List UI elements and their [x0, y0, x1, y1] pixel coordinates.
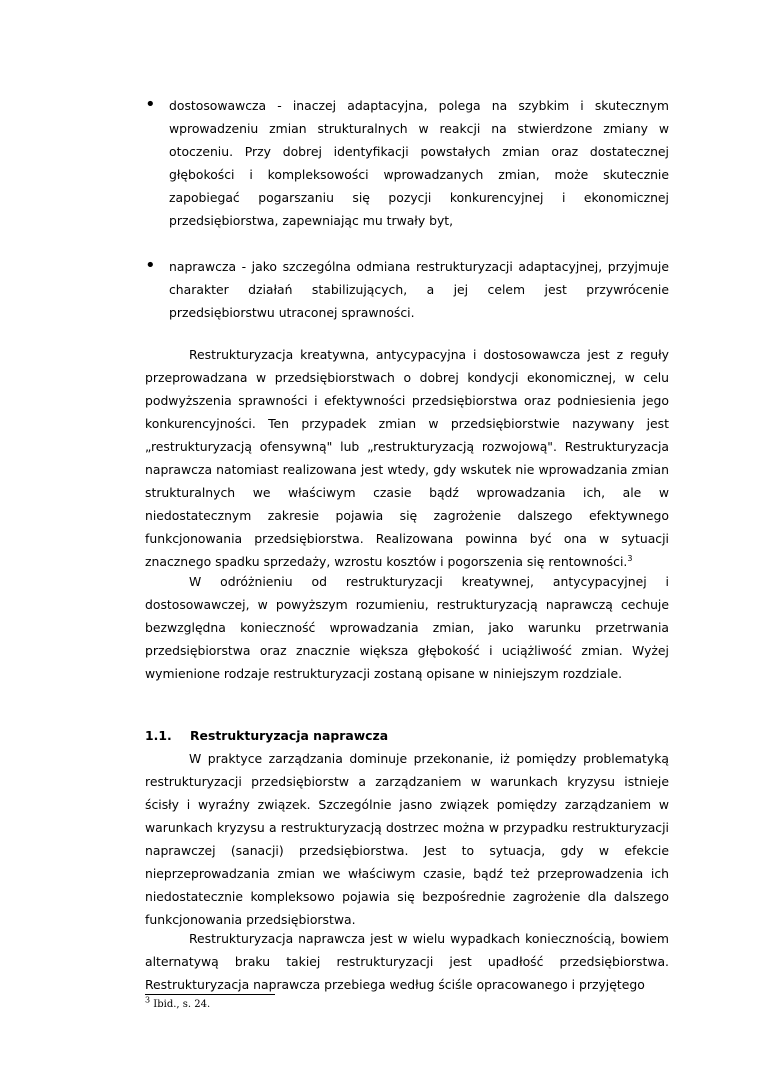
paragraph-w-praktyce: W praktyce zarządzania dominuje przekonanie, iż pomiędzy problematyką restrukturyzacji przedsiębiorstw a zarządzaniem w warunkach kryzysu istnieje ścisły i wyraźny związek. Szczególnie jasno związek pomiędzy zarządzaniem w warunkach kryzysu a restrukturyzacją dostrzec można w przypadku restrukturyzacji naprawczej (sanacji) przedsiębiorstwa. Jest to sytuacja, gdy w efekcie nieprzeprowadzania zmian we właściwym czasie, bądź też przeprowadzenia ich niedostatecznie kompleksowo pojawia się bezpośrednie zagrożenie dla dalszego funkcjonowania przedsiębiorstwa. [145, 751, 669, 927]
footnote-separator [145, 994, 275, 995]
paragraph-w-odroznieniu: W odróżnieniu od restrukturyzacji kreatywnej, antycypacyjnej i dostosowawczej, w powyższym rozumieniu, restrukturyzacją naprawczą cechuje bezwzględna konieczność wprowadzania zmian, jako warunku przetrwania przedsiębiorstwa oraz znacznie większa głębokość i uciążliwość zmian. Wyżej wymienione rodzaje restrukturyzacji zostaną opisane w niniejszym rozdziale. [145, 574, 669, 681]
footnote-number: 3 [145, 995, 151, 1005]
section-heading [145, 724, 388, 747]
footnote-ref: 3 [627, 553, 633, 563]
bullet-item-naprawcza [145, 255, 669, 324]
bullet-text: naprawcza - jako szczególna odmiana restrukturyzacji adaptacyjnej, przyjmuje charakter działań stabilizujących, a jej celem jest przywrócenie przedsiębiorstwu utraconej sprawności. [169, 259, 669, 320]
paragraph-text: Restrukturyzacja kreatywna, antycypacyjna i dostosowawcza jest z reguły przeprowadzana w przedsiębiorstwach o dobrej kondycji ekonomicznej, w celu podwyższenia sprawności i efektywności przedsiębiorstwa oraz podniesienia jego konkurencyjności. Ten przypadek zmian w przedsiębiorstwie nazywany jest „restrukturyzacją ofensywną" lub „restrukturyzacją rozwojową". Restrukturyzacja naprawcza natomiast realizowana jest wtedy, gdy wskutek nie wprowadzania zmian strukturalnych we właściwym czasie bądź wprowadzania ich, ale w niedostatecznym zakresie pojawia się zagrożenie dalszego efektywnego funkcjonowania przedsiębiorstwa. Realizowana powinna być ona w sytuacji znacznego spadku sprzedaży, wzrostu kosztów i pogorszenia się rentowności. [145, 347, 669, 569]
bullet-text: dostosowawcza - inaczej adaptacyjna, polega na szybkim i skutecznym wprowadzeniu zmian strukturalnych w reakcji na stwierdzone zmiany w otoczeniu. Przy dobrej identyfikacji powstałych zmian oraz dostatecznej głębokości i kompleksowości wprowadzanych zmian, może skutecznie zapobiegać pogarszaniu się pozycji konkurencyjnej i ekonomicznej przedsiębiorstwa, zapewniając mu trwały byt, [169, 98, 669, 228]
footnote [145, 995, 211, 1012]
paragraph-restrukturyzacja-kreatywna [145, 343, 669, 573]
section-number: 1.1. [145, 728, 172, 743]
bullet-icon: • [145, 94, 156, 115]
bullet-icon: • [145, 255, 156, 276]
bullet-item-dostosowawcza [145, 94, 669, 232]
section-title: Restrukturyzacja naprawcza [190, 728, 389, 743]
footnote-text: Ibid., s. 24. [153, 999, 211, 1010]
paragraph-restrukturyzacja-naprawcza: Restrukturyzacja naprawcza jest w wielu wypadkach koniecznością, bowiem alternatywą braku takiej restrukturyzacji jest upadłość przedsiębiorstwa. Restrukturyzacja naprawcza przebiega według ściśle opracowanego i przyjętego [145, 931, 669, 992]
